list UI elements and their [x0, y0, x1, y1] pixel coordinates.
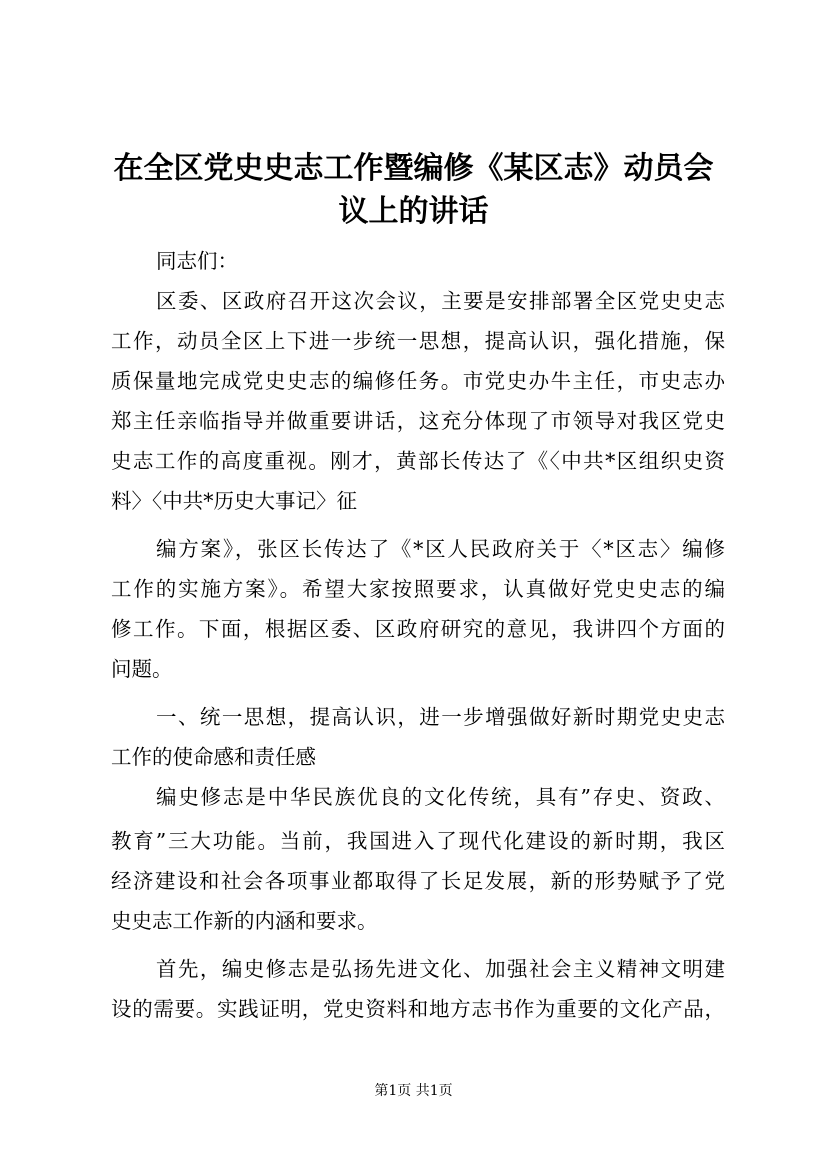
paragraph-line: 史史志工作新的内涵和要求。: [111, 909, 378, 933]
paragraph-line: 郑主任亲临指导并做重要讲话，这充分体现了市领导对我区党史: [111, 409, 725, 433]
paragraph-line: 首先，编史修志是弘扬先进文化、加强社会主义精神文明建: [156, 957, 725, 981]
paragraph-line: 设的需要。实践证明，党史资料和地方志书作为重要的文化产品，: [111, 997, 725, 1021]
paragraph-line: 教育”三大功能。当前，我国进入了现代化建设的新时期，我区: [111, 829, 725, 853]
paragraph-line: 编史修志是中华民族优良的文化传统，具有”存史、资政、: [156, 785, 725, 809]
document-title-line-1: 在全区党史史志工作暨编修《某区志》动员会: [113, 151, 714, 186]
document-title-line-2: 议上的讲话: [338, 194, 489, 229]
paragraph-line: 质保量地完成党史史志的编修任务。市党史办牛主任，市史志办: [111, 369, 725, 393]
paragraph-line: 编方案》，张区长传达了《*区人民政府关于〈*区志〉编修: [156, 537, 725, 561]
paragraph-line: 工作，动员全区上下进一步统一思想，提高认识，强化措施，保: [111, 329, 725, 353]
paragraph-line: 区委、区政府召开这次会议，主要是安排部署全区党史史志: [156, 289, 725, 313]
section-heading-line: 一、统一思想，提高认识，进一步增强做好新时期党史史志: [156, 705, 725, 729]
section-heading-line: 工作的使命感和责任感: [111, 745, 316, 769]
page-footer: 第1页 共1页: [374, 1083, 453, 1099]
salutation: 同志们：: [156, 249, 238, 273]
paragraph-line: 工作的实施方案》。希望大家按照要求，认真做好党史史志的编: [111, 577, 725, 601]
paragraph-line: 史志工作的高度重视。刚才，黄部长传达了《〈中共*区组织史资: [111, 449, 725, 473]
paragraph-line: 修工作。下面，根据区委、区政府研究的意见，我讲四个方面的: [111, 617, 725, 641]
paragraph-line: 料〉〈中共*历史大事记〉征: [111, 489, 357, 513]
paragraph-line: 经济建设和社会各项事业都取得了长足发展，新的形势赋予了党: [111, 869, 725, 893]
paragraph-line: 问题。: [111, 657, 173, 681]
